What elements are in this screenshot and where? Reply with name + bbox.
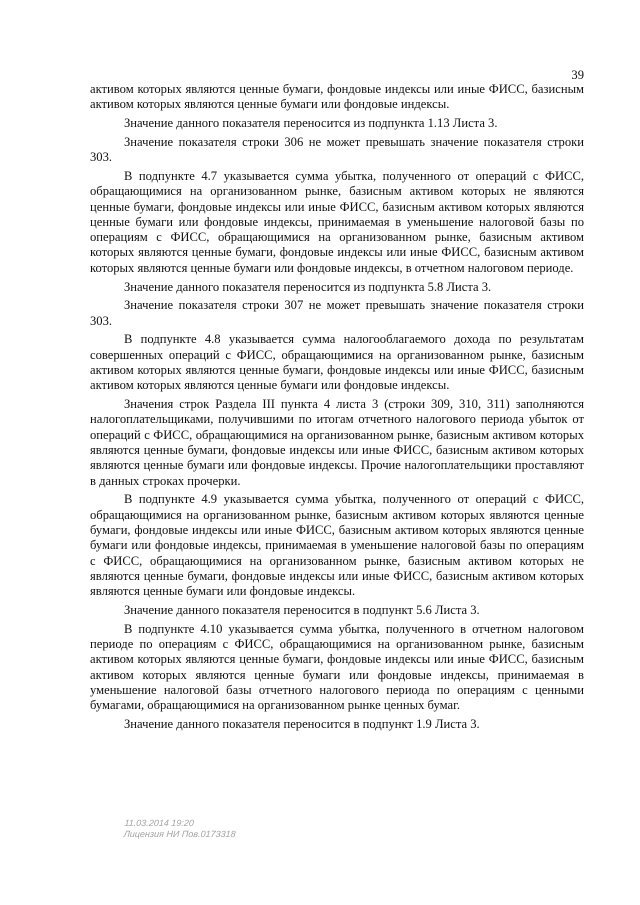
- paragraph: В подпункте 4.7 указывается сумма убытка, полученного от операций с ФИСС, обращающимися на организованном рынке, базисным активом которых не являются ценные бумаги, фондовые индексы или иные ФИСС, базисным активом которых являются ценные бумаги или фондовые индексы, принимаемая в уменьшение налоговой базы по операциям с ФИСС, обращающимися на организованном рынке, базисным активом которых являются ценные бумаги, фондовые индексы или иные ФИСС, базисным активом которых являются ценные бумаги или фондовые индексы, в отчетном налоговом периоде.: [90, 168, 584, 275]
- stamp-line: 11.03.2014 19:20: [124, 818, 195, 828]
- stamp-line: Лицензия НИ Пов.0173318: [123, 829, 236, 839]
- registration-stamp: [123, 818, 237, 840]
- paragraph: В подпункте 4.8 указывается сумма налогооблагаемого дохода по результатам совершенных операций с ФИСС, обращающимися на организованном рынке, базисным активом которых являются ценные бумаги, фондовые индексы или иные ФИСС, базисным активом которых являются ценные бумаги или фондовые индексы.: [90, 332, 584, 393]
- paragraph: Значения строк Раздела III пункта 4 листа 3 (строки 309, 310, 311) заполняются налогоплательщиками, получившими по итогам отчетного налогового периода убыток от операций с ФИСС, обращающимися на организованном рынке, базисным активом которых являются ценные бумаги, фондовые индексы или иные ФИСС, базисным активом которых являются ценные бумаги или фондовые индексы. Прочие налогоплательщики проставляют в данных строках прочерки.: [90, 397, 584, 488]
- paragraph: В подпункте 4.9 указывается сумма убытка, полученного от операций с ФИСС, обращающимися на организованном рынке, базисным активом которых являются ценные бумаги, фондовые индексы или иные ФИСС, базисным активом которых являются ценные бумаги или фондовые индексы, принимаемая в уменьшение налоговой базы по операциям с ФИСС, обращающимися на организованном рынке, базисным активом которых не являются ценные бумаги, фондовые индексы или иные ФИСС, базисным активом которых являются ценные бумаги или фондовые индексы.: [90, 492, 584, 599]
- paragraph: Значение показателя строки 306 не может превышать значение показателя строки 303.: [90, 134, 584, 165]
- paragraph: активом которых являются ценные бумаги, фондовые индексы или иные ФИСС, базисным активом которых являются ценные бумаги или фондовые индексы.: [90, 82, 584, 112]
- document-body: [90, 82, 584, 736]
- paragraph: Значение данного показателя переносится в подпункт 5.6 Листа 3.: [124, 603, 480, 617]
- paragraph: Значение данного показателя переносится из подпункта 1.13 Листа 3.: [124, 116, 498, 131]
- paragraph: Значение данного показателя переносится в подпункт 1.9 Листа 3.: [124, 717, 480, 732]
- paragraph: В подпункте 4.10 указывается сумма убытка, полученного в отчетном налоговом периоде по операциям с ФИСС, обращающимися на организованном рынке, базисным активом которых являются ценные бумаги, фондовые индексы или иные ФИСС, базисным активом которых являются ценные бумаги или фондовые индексы, принимаемая в уменьшение налоговой базы отчетного налогового периода по операциям с ценными бумагами, обращающимися на организованном рынке ценных бумаг.: [90, 621, 584, 713]
- page-number: 39: [571, 68, 584, 82]
- paragraph: Значение показателя строки 307 не может превышать значение показателя строки 303.: [90, 298, 584, 328]
- paragraph: Значение данного показателя переносится из подпункта 5.8 Листа 3.: [124, 279, 492, 294]
